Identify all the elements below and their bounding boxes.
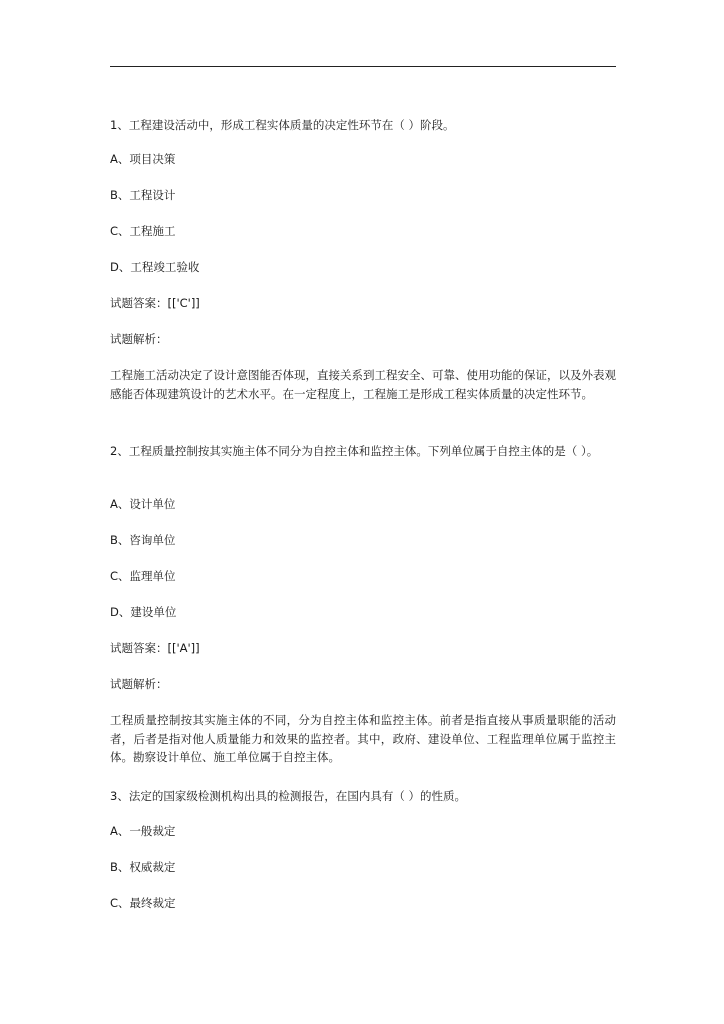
question-2-option-b: B、咨询单位 — [110, 533, 176, 547]
question-1-option-c: C、工程施工 — [110, 224, 176, 238]
question-3-option-c: C、最终裁定 — [110, 896, 176, 910]
question-1-answer: 试题答案：[['C']] — [110, 296, 200, 310]
question-3-stem: 3、法定的国家级检测机构出具的检测报告，在国内具有（ ）的性质。 — [110, 789, 466, 803]
question-1-option-a: A、项目决策 — [110, 152, 176, 166]
question-2-option-a: A、设计单位 — [110, 497, 176, 511]
question-2-option-d: D、建设单位 — [110, 605, 177, 619]
question-2-option-c: C、监理单位 — [110, 569, 176, 583]
question-2-analysis: 工程质量控制按其实施主体的不同，分为自控主体和监控主体。前者是指直接从事质量职能的活动者，后者是指对他人质量能力和效果的监控者。其中，政府、建设单位、工程监理单位属于监控主体。勘察设计单位、施工单位属于自控主体。 — [110, 713, 616, 764]
question-1-option-b: B、工程设计 — [110, 188, 176, 202]
question-2-answer: 试题答案：[['A']] — [110, 641, 200, 655]
question-1-option-d: D、工程竣工验收 — [110, 260, 200, 274]
question-1-analysis-label: 试题解析： — [110, 332, 168, 346]
question-2-analysis-label: 试题解析： — [110, 677, 168, 691]
question-3-option-b: B、权威裁定 — [110, 860, 176, 874]
question-2-stem: 2、工程质量控制按其实施主体不同分为自控主体和监控主体。下列单位属于自控主体的是（ ）。 — [110, 444, 599, 458]
question-1-stem: 1、工程建设活动中，形成工程实体质量的决定性环节在（ ）阶段。 — [110, 118, 455, 132]
question-3-option-a: A、一般裁定 — [110, 824, 176, 838]
header-rule — [110, 66, 616, 67]
question-1-analysis: 工程施工活动决定了设计意图能否体现，直接关系到工程安全、可靠、使用功能的保证，以及外表观感能否体现建筑设计的艺术水平。在一定程度上，工程施工是形成工程实体质量的决定性环节。 — [110, 368, 616, 401]
